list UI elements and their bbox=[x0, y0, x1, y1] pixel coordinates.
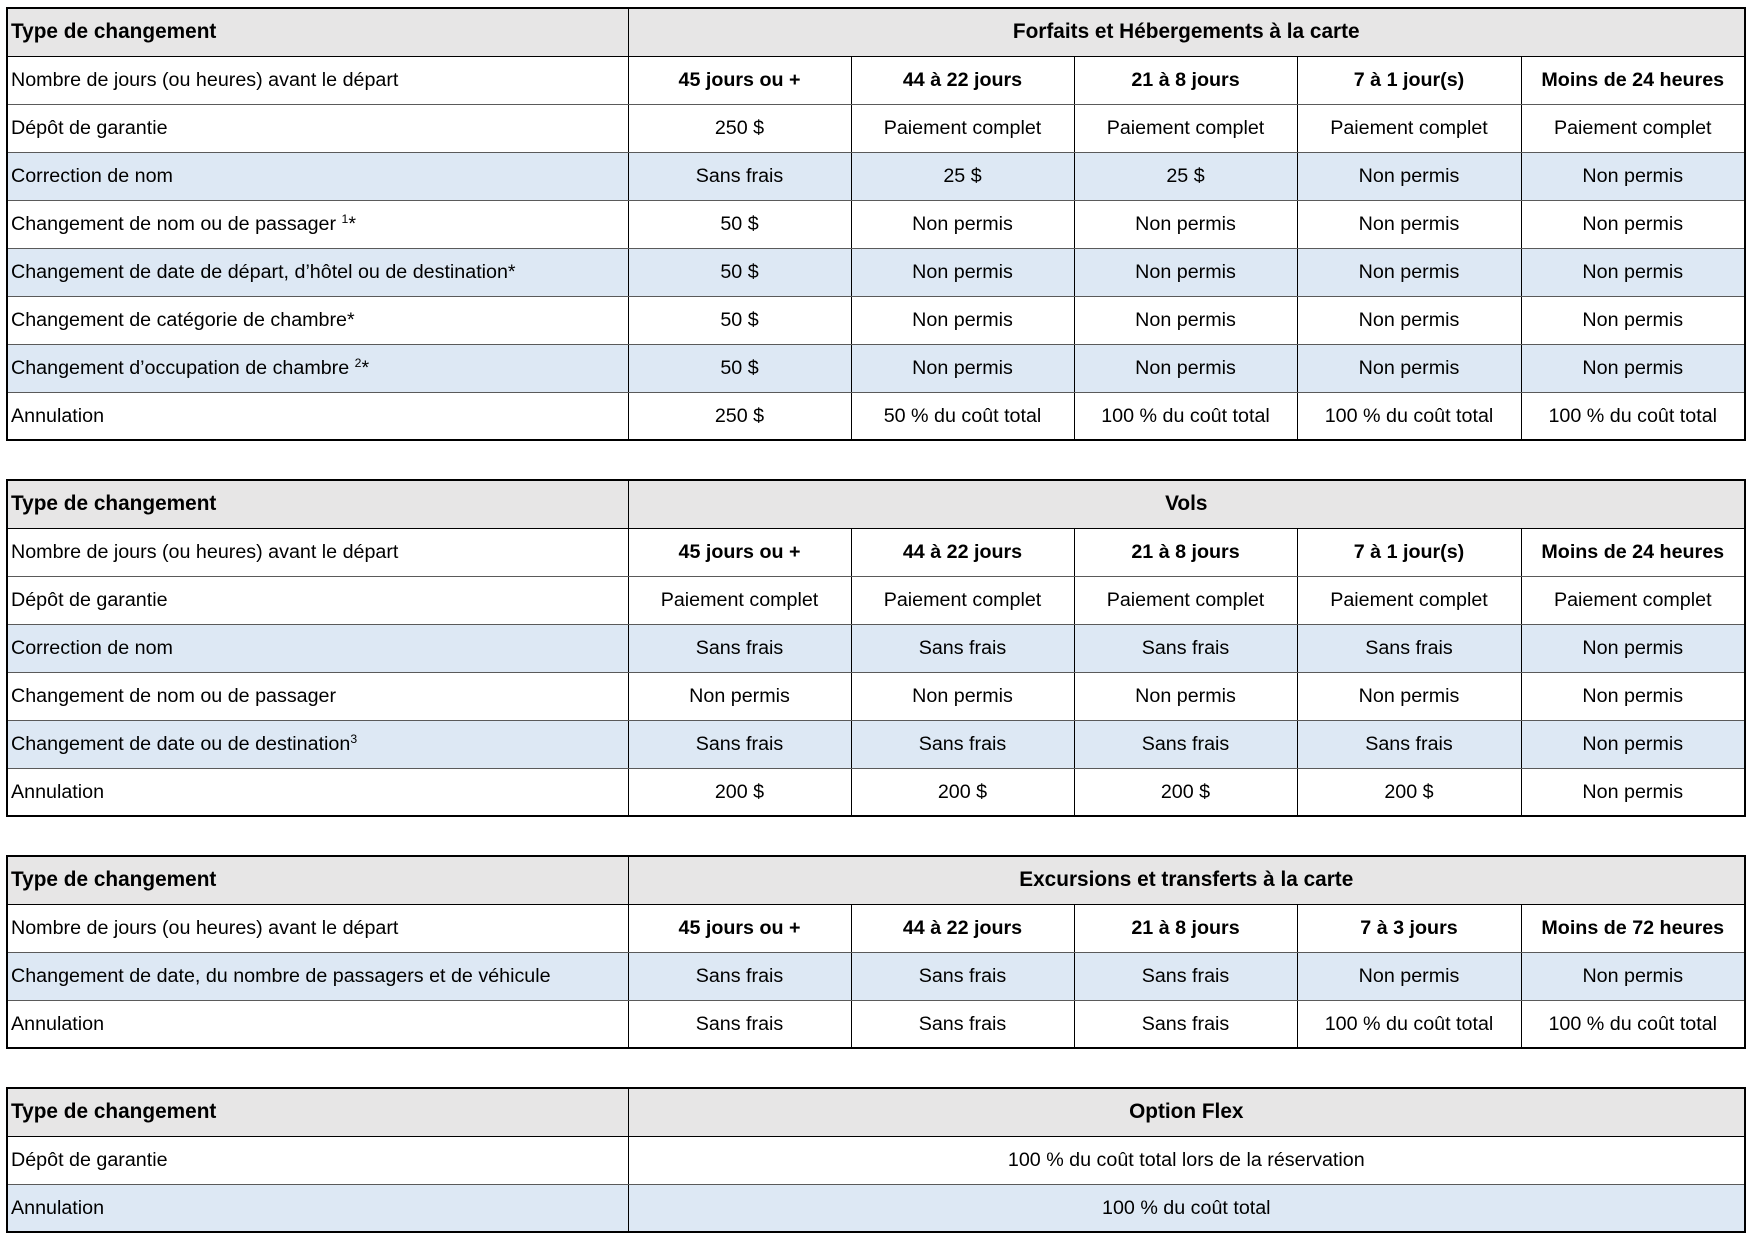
table-header-row bbox=[7, 1088, 1745, 1136]
row-label: Changement de date de départ, d’hôtel ou de destination* bbox=[7, 248, 628, 296]
period-header: 21 à 8 jours bbox=[1074, 56, 1297, 104]
column-header-type-de-changement: Type de changement bbox=[7, 856, 628, 904]
table-body bbox=[7, 8, 1745, 440]
column-header-category: Excursions et transferts à la carte bbox=[628, 856, 1745, 904]
period-header: 21 à 8 jours bbox=[1074, 904, 1297, 952]
fee-value: 25 $ bbox=[851, 152, 1074, 200]
table-header-row bbox=[7, 480, 1745, 528]
fee-value: Paiement complet bbox=[1521, 104, 1745, 152]
row-changement-date-passagers-vehicule bbox=[7, 952, 1745, 1000]
row-changement-occupation-chambre bbox=[7, 344, 1745, 392]
table-body bbox=[7, 856, 1745, 1048]
fee-value: 50 $ bbox=[628, 344, 851, 392]
fee-value: 50 $ bbox=[628, 200, 851, 248]
row-label: Annulation bbox=[7, 392, 628, 440]
fee-value: Sans frais bbox=[1297, 624, 1521, 672]
fee-value: Non permis bbox=[1074, 296, 1297, 344]
period-header: 44 à 22 jours bbox=[851, 56, 1074, 104]
fee-value: Non permis bbox=[1297, 344, 1521, 392]
row-nombre-de-jours bbox=[7, 528, 1745, 576]
fee-value: Non permis bbox=[628, 672, 851, 720]
row-label: Annulation bbox=[7, 1000, 628, 1048]
fee-value: 250 $ bbox=[628, 392, 851, 440]
fee-value: Paiement complet bbox=[851, 104, 1074, 152]
period-header: 7 à 1 jour(s) bbox=[1297, 528, 1521, 576]
fee-value: Non permis bbox=[1074, 672, 1297, 720]
fee-value: Non permis bbox=[1297, 200, 1521, 248]
row-label: Nombre de jours (ou heures) avant le départ bbox=[7, 56, 628, 104]
fee-value: 100 % du coût total bbox=[1074, 392, 1297, 440]
fee-value: Non permis bbox=[851, 344, 1074, 392]
fee-value: Non permis bbox=[1297, 248, 1521, 296]
fee-value: Sans frais bbox=[628, 952, 851, 1000]
fee-value: Non permis bbox=[1521, 344, 1745, 392]
row-label: Changement de nom ou de passager bbox=[7, 672, 628, 720]
row-annulation bbox=[7, 1000, 1745, 1048]
fee-value: Non permis bbox=[1521, 768, 1745, 816]
footnote-marker: 1 bbox=[341, 212, 349, 227]
row-changement-date-destination bbox=[7, 720, 1745, 768]
fee-value: Non permis bbox=[1521, 296, 1745, 344]
column-header-category: Vols bbox=[628, 480, 1745, 528]
fee-value: Sans frais bbox=[851, 1000, 1074, 1048]
fee-value: Non permis bbox=[1297, 296, 1521, 344]
row-label: Nombre de jours (ou heures) avant le départ bbox=[7, 904, 628, 952]
row-label: Annulation bbox=[7, 768, 628, 816]
row-nombre-de-jours bbox=[7, 56, 1745, 104]
table-body bbox=[7, 1088, 1745, 1232]
fee-table-option-flex bbox=[6, 1087, 1746, 1233]
fee-value: Sans frais bbox=[628, 624, 851, 672]
fee-value: 25 $ bbox=[1074, 152, 1297, 200]
fee-value: Sans frais bbox=[1074, 1000, 1297, 1048]
row-label: Dépôt de garantie bbox=[7, 104, 628, 152]
row-label: Changement de catégorie de chambre* bbox=[7, 296, 628, 344]
fee-value: Non permis bbox=[851, 296, 1074, 344]
fee-value: Sans frais bbox=[1074, 952, 1297, 1000]
fee-value: 200 $ bbox=[851, 768, 1074, 816]
fee-value: Paiement complet bbox=[851, 576, 1074, 624]
fee-value: Non permis bbox=[851, 672, 1074, 720]
row-depot-de-garantie bbox=[7, 1136, 1745, 1184]
fee-value: 200 $ bbox=[628, 768, 851, 816]
fee-value: Sans frais bbox=[851, 720, 1074, 768]
column-header-type-de-changement: Type de changement bbox=[7, 8, 628, 56]
fee-value: 100 % du coût total bbox=[628, 1184, 1745, 1232]
footnote-marker: 3 bbox=[350, 732, 358, 747]
row-label: Nombre de jours (ou heures) avant le départ bbox=[7, 528, 628, 576]
fee-value: Non permis bbox=[1521, 248, 1745, 296]
fee-value: Non permis bbox=[851, 200, 1074, 248]
fee-table-forfaits-hebergements bbox=[6, 7, 1746, 441]
fee-value: 50 % du coût total bbox=[851, 392, 1074, 440]
footnote-marker: 2 bbox=[354, 356, 362, 371]
period-header: 44 à 22 jours bbox=[851, 528, 1074, 576]
column-header-type-de-changement: Type de changement bbox=[7, 1088, 628, 1136]
fee-value: Paiement complet bbox=[1521, 576, 1745, 624]
fee-table-vols bbox=[6, 479, 1746, 817]
fee-value: Non permis bbox=[1521, 624, 1745, 672]
period-header: 21 à 8 jours bbox=[1074, 528, 1297, 576]
fee-value: Paiement complet bbox=[1074, 576, 1297, 624]
table-header-row bbox=[7, 8, 1745, 56]
fee-value: 250 $ bbox=[628, 104, 851, 152]
row-depot-de-garantie bbox=[7, 104, 1745, 152]
fee-value: Sans frais bbox=[851, 952, 1074, 1000]
row-nombre-de-jours bbox=[7, 904, 1745, 952]
fee-value: Sans frais bbox=[628, 1000, 851, 1048]
row-label: Dépôt de garantie bbox=[7, 1136, 628, 1184]
row-annulation bbox=[7, 392, 1745, 440]
column-header-category: Option Flex bbox=[628, 1088, 1745, 1136]
row-changement-date-depart-hotel-destination bbox=[7, 248, 1745, 296]
period-header: Moins de 72 heures bbox=[1521, 904, 1745, 952]
fee-value: Paiement complet bbox=[628, 576, 851, 624]
fee-value: Paiement complet bbox=[1074, 104, 1297, 152]
row-label bbox=[7, 344, 628, 392]
row-label bbox=[7, 720, 628, 768]
column-header-type-de-changement: Type de changement bbox=[7, 480, 628, 528]
fee-value: Sans frais bbox=[628, 720, 851, 768]
fee-value: Non permis bbox=[1521, 200, 1745, 248]
row-label-suffix: * bbox=[361, 357, 370, 379]
row-changement-categorie-chambre bbox=[7, 296, 1745, 344]
row-changement-nom-passager bbox=[7, 200, 1745, 248]
column-header-category: Forfaits et Hébergements à la carte bbox=[628, 8, 1745, 56]
fee-value: Non permis bbox=[1521, 152, 1745, 200]
row-label-text: Changement de date ou de destination bbox=[11, 733, 351, 755]
row-label: Correction de nom bbox=[7, 152, 628, 200]
row-label-text: Changement d’occupation de chambre bbox=[11, 357, 355, 379]
row-label: Correction de nom bbox=[7, 624, 628, 672]
fee-value: Non permis bbox=[1297, 152, 1521, 200]
row-label: Dépôt de garantie bbox=[7, 576, 628, 624]
period-header: 7 à 1 jour(s) bbox=[1297, 56, 1521, 104]
fee-value: 200 $ bbox=[1074, 768, 1297, 816]
period-header: 45 jours ou + bbox=[628, 904, 851, 952]
row-label bbox=[7, 200, 628, 248]
fee-value: Non permis bbox=[1521, 720, 1745, 768]
fee-value: Non permis bbox=[1074, 344, 1297, 392]
table-body bbox=[7, 480, 1745, 816]
fee-value: 100 % du coût total bbox=[1297, 392, 1521, 440]
row-annulation bbox=[7, 768, 1745, 816]
period-header: 45 jours ou + bbox=[628, 528, 851, 576]
fee-value: Non permis bbox=[851, 248, 1074, 296]
fee-value: Sans frais bbox=[851, 624, 1074, 672]
row-label-text: Changement de nom ou de passager bbox=[11, 213, 342, 235]
fee-value: 100 % du coût total bbox=[1297, 1000, 1521, 1048]
fee-value: Non permis bbox=[1297, 952, 1521, 1000]
fee-value: Non permis bbox=[1297, 672, 1521, 720]
period-header: 7 à 3 jours bbox=[1297, 904, 1521, 952]
fee-value: Sans frais bbox=[1297, 720, 1521, 768]
fee-table-excursions-transferts bbox=[6, 855, 1746, 1049]
fee-value: 100 % du coût total bbox=[1521, 1000, 1745, 1048]
fee-value: Non permis bbox=[1521, 672, 1745, 720]
table-header-row bbox=[7, 856, 1745, 904]
fee-value: 100 % du coût total lors de la réservation bbox=[628, 1136, 1745, 1184]
fee-value: Non permis bbox=[1521, 952, 1745, 1000]
fee-value: Sans frais bbox=[628, 152, 851, 200]
row-correction-de-nom bbox=[7, 624, 1745, 672]
fee-value: Sans frais bbox=[1074, 624, 1297, 672]
fee-value: Non permis bbox=[1074, 248, 1297, 296]
period-header: Moins de 24 heures bbox=[1521, 528, 1745, 576]
period-header: Moins de 24 heures bbox=[1521, 56, 1745, 104]
row-label-suffix: * bbox=[348, 213, 357, 235]
row-depot-de-garantie bbox=[7, 576, 1745, 624]
fee-value: Paiement complet bbox=[1297, 104, 1521, 152]
fee-value: Sans frais bbox=[1074, 720, 1297, 768]
row-label: Annulation bbox=[7, 1184, 628, 1232]
fee-value: 50 $ bbox=[628, 248, 851, 296]
period-header: 44 à 22 jours bbox=[851, 904, 1074, 952]
row-label: Changement de date, du nombre de passagers et de véhicule bbox=[7, 952, 628, 1000]
row-changement-nom-passager bbox=[7, 672, 1745, 720]
fee-value: 100 % du coût total bbox=[1521, 392, 1745, 440]
row-correction-de-nom bbox=[7, 152, 1745, 200]
fee-value: Paiement complet bbox=[1297, 576, 1521, 624]
period-header: 45 jours ou + bbox=[628, 56, 851, 104]
row-annulation bbox=[7, 1184, 1745, 1232]
fee-value: 50 $ bbox=[628, 296, 851, 344]
fee-value: 200 $ bbox=[1297, 768, 1521, 816]
fee-value: Non permis bbox=[1074, 200, 1297, 248]
